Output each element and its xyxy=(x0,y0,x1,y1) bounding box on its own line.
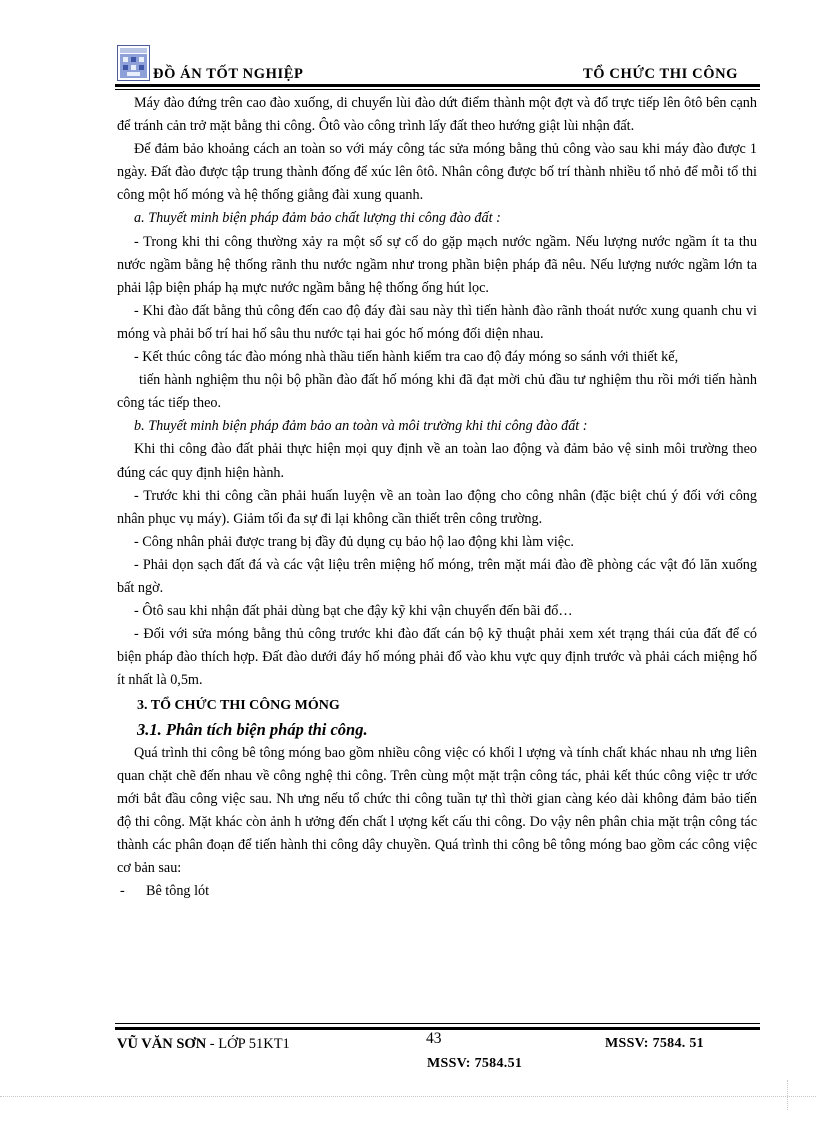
paragraph-inspection: - Kết thúc công tác đào móng nhà thầu tiến hành kiểm tra cao độ đáy móng so sánh với thiết kế, xyxy=(134,349,679,366)
paragraph-safety-rules: Khi thi công đào đất phải thực hiện mọi quy định về an toàn lao động và đảm bảo vệ sinh môi trường theo đúng các quy định hiện hành. xyxy=(117,441,757,481)
paragraph-excavation-method: Máy đào đứng trên cao đào xuống, di chuyển lùi đào dứt điểm thành một đợt và đổ trực tiếp lên ôtô bên cạnh để tránh cản trở mặt bằng thi công. Ôtô vào công trình lấy đất theo hướng giật lùi nhận đất. xyxy=(117,95,757,135)
footer-rule-thin xyxy=(115,1023,760,1024)
bullet-text: Bê tông lót xyxy=(146,883,210,900)
footer-student-id: MSSV: 7584. 51 xyxy=(605,1036,704,1051)
paragraph-manual-repair: - Đối với sửa móng bằng thủ công trước khi đào đất cán bộ kỹ thuật phải xem xét trạng thái của đất để có biện pháp đào thích hợp. Đất đào dưới đáy hố móng phải đổ vào khu vực quy định trước và phải cách miệng hố ít nhất là 0,5m. xyxy=(117,626,757,689)
footer-author-name: VŨ VĂN SƠN xyxy=(117,1036,207,1052)
subsection-heading-analysis: 3.1. Phân tích biện pháp thi công. xyxy=(137,719,368,739)
document-body xyxy=(117,92,757,903)
footer-author xyxy=(117,1036,290,1053)
school-logo-icon xyxy=(117,45,150,81)
paragraph-acceptance: tiến hành nghiệm thu nội bộ phần đào đất hố móng khi đã đạt mời chủ đầu tư nghiệm thu rồi mới tiến hành công tác tiếp theo. xyxy=(117,372,757,412)
paragraph-concrete-process: Quá trình thi công bê tông móng bao gồm nhiều công việc có khối l ượng và tính chất khác nhau nh ưng liên quan chặt chẽ đến nhau về công nghệ thi công. Trên cùng một mặt trận công tác, phải kết thúc công việc tr ước mới bắt đầu công việc sau. Nh ưng nếu tổ chức thi công tuần tự thì thời gian càng kéo dài không đảm bảo tiến độ thi công. Mặt khác còn ảnh h ưởng đến chất l ượng kết cấu thi công. Do vậy nên phân chia mặt trận công tác thành các phân đoạn để tiến hành thi công dây chuyền. Quá trình thi công bê tông móng bao gồm các công việc cơ bản sau: xyxy=(117,744,757,876)
header-right-title: TỔ CHỨC THI CÔNG xyxy=(583,66,739,82)
section-heading-foundation: 3. TỔ CHỨC THI CÔNG MÓNG xyxy=(137,698,340,714)
footer-class: - LỚP 51KT1 xyxy=(206,1036,290,1052)
paragraph-drainage: - Khi đào đất bằng thủ công đến cao độ đáy đài sau này thì tiến hành đào rãnh thoát nước xung quanh chu vi móng và phải bố trí hai hố sâu thu nước tại hai góc hố móng đối diện nhau. xyxy=(117,302,757,342)
page-edge-guide xyxy=(0,1096,816,1097)
paragraph-training: - Trước khi thi công cần phải huấn luyện về an toàn lao động cho công nhân (đặc biệt chú ý đối với công nhân phục vụ máy). Giảm tối đa sự đi lại không cần thiết trên công trường. xyxy=(117,487,757,527)
bullet-dash: - xyxy=(120,883,125,900)
paragraph-groundwater: - Trong khi thi công thường xảy ra một số sự cố do gặp mạch nước ngầm. Nếu lượng nước ngầm ít ta thu nước ngầm bằng hệ thống rãnh thu nước ngầm như trong phần biện pháp đã nêu. Nếu lượng nước ngầm lớn ta phải lập biện pháp hạ mực nước ngầm bằng hệ thống ống hút lọc. xyxy=(117,233,757,296)
paragraph-protective-gear: - Công nhân phải được trang bị đầy đủ dụng cụ bảo hộ lao động khi làm việc. xyxy=(134,533,574,550)
paragraph-truck-cover: - Ôtô sau khi nhận đất phải dùng bạt che đậy kỹ khi vận chuyển đến bãi đổ… xyxy=(134,603,573,620)
header-rule-thin xyxy=(115,89,760,90)
paragraph-clear-materials: - Phải dọn sạch đất đá và các vật liệu trên miệng hố móng, trên mặt mái đào đề phòng các vật đó lăn xuống bất ngờ. xyxy=(117,556,757,596)
subheading-safety: b. Thuyết minh biện pháp đảm bảo an toàn và môi trường khi thi công đào đất : xyxy=(134,418,588,435)
page-number: 43 xyxy=(426,1030,442,1047)
paragraph-safety-distance: Để đảm bảo khoảng cách an toàn so với máy công tác sửa móng bằng thủ công vào sau khi máy đào được 1 ngày. Đất đào được tập trung thành đống để xúc lên ôtô. Nhân công được bố trí thành nhiều tổ nhỏ để mỗi tổ thi công một hố móng và hệ thống giằng đài xung quanh. xyxy=(117,141,757,204)
subheading-quality: a. Thuyết minh biện pháp đảm bảo chất lượng thi công đào đất : xyxy=(134,210,501,227)
footer-student-id-repeat: MSSV: 7584.51 xyxy=(427,1056,523,1071)
bullet-item xyxy=(117,880,757,903)
header-rule-thick xyxy=(115,84,760,87)
page-edge-guide-vertical xyxy=(787,1080,788,1110)
header-left-title: ĐỒ ÁN TỐT NGHIỆP xyxy=(153,66,304,82)
